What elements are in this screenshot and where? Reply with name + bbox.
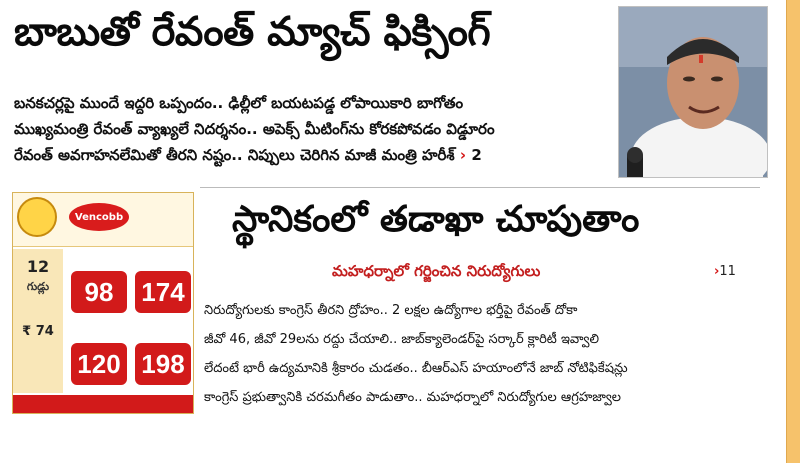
- ad-price-cell-1: [69, 249, 129, 317]
- second-story-line-2: జీవో 46, జీవో 29లను రద్దు చేయాలి.. జాబ్‌క్యాలెండర్‌పై సర్కార్ క్లారిటీ ఇవ్వాలి: [204, 332, 600, 347]
- ad-brand-logo: Vencobb: [69, 203, 129, 231]
- ad-price-4: 198: [135, 343, 191, 385]
- top-story-line-3-text: రేవంత్ అవగాహనలేమితో తీరని నష్టం.. నిప్పులు చెరిగిన మాజీ మంత్రి హరీశ్: [14, 146, 455, 164]
- top-story-line-3: [14, 142, 614, 168]
- top-story-line-1: బనకచర్లపై ముందే ఇద్దరి ఒప్పందం.. ఢిల్లీలో బయటపడ్డ లోపాయికారి బాగోతం: [14, 94, 464, 112]
- second-story-line-1: నిరుద్యోగులకు కాంగ్రెస్ తీరని ద్రోహం.. 2 లక్షల ఉద్యోగాల భర్తీపై రేవంత్ దోకా: [204, 303, 578, 318]
- advertisement: [12, 192, 194, 414]
- ad-footer: [13, 395, 194, 414]
- ad-price-3: 120: [71, 343, 127, 385]
- politician-photo-illustration: [619, 7, 768, 178]
- second-story-lines: [204, 296, 764, 412]
- ad-price-2: 174: [135, 271, 191, 313]
- second-story-page-ref: 11: [719, 264, 736, 279]
- ad-header: [13, 193, 194, 247]
- second-headline: స్థానికంలో తడాఖా చూపుతాం: [232, 199, 640, 240]
- top-story-page-ref: 2: [471, 146, 482, 164]
- ad-price-cell-4: [133, 321, 193, 389]
- politician-photo: [618, 6, 768, 178]
- page-edge-strip: [786, 0, 800, 463]
- ad-egg-unit: గుడ్లు: [26, 280, 50, 293]
- main-headline: బాబుతో రేవంత్ మ్యాచ్ ఫిక్సింగ్: [14, 9, 491, 55]
- top-story-lines: [14, 90, 614, 168]
- ad-price-cell-2-label: [133, 249, 193, 269]
- second-story-page-ref-wrap: [714, 264, 736, 279]
- ad-price-1: 98: [71, 271, 127, 313]
- section-divider: [200, 187, 760, 188]
- chevron-right-icon: ›: [459, 146, 467, 164]
- ad-price-cell-2: [133, 249, 193, 317]
- second-story-line-3: లేదంటే భారీ ఉద్యమానికి శ్రీకారం చుడతం.. బీఆర్‌ఎస్ హయాంలోనే జాబ్ నోటిఫికేషన్లు: [204, 361, 628, 376]
- ad-price-cell-1-label: [69, 249, 129, 269]
- ad-egg-offer: [13, 249, 63, 393]
- ad-price-cell-3: [69, 321, 129, 389]
- top-story-line-2: ముఖ్యమంత్రి రేవంత్ వ్యాఖ్యలే నిదర్శనం.. అపెక్స్ మీటింగ్‌ను కోరకపోవడం విడ్డూరం: [14, 120, 495, 138]
- ad-egg-logo-icon: [17, 197, 57, 237]
- second-story-line-4: కాంగ్రెస్ ప్రభుత్వానికి చరమగీతం పాడుతాం.. మహధర్నాలో నిరుద్యోగుల ఆగ్రహజ్వాల: [204, 390, 622, 405]
- ad-price-cell-3-label: [69, 321, 129, 341]
- second-subheading: మహధర్నాలో గర్జించిన నిరుద్యోగులు: [332, 262, 541, 280]
- ad-egg-count: 12: [26, 257, 50, 276]
- ad-price-cell-4-label: [133, 321, 193, 341]
- ad-egg-price: ₹ 74: [22, 324, 54, 339]
- chevron-right-icon: ›: [714, 264, 720, 279]
